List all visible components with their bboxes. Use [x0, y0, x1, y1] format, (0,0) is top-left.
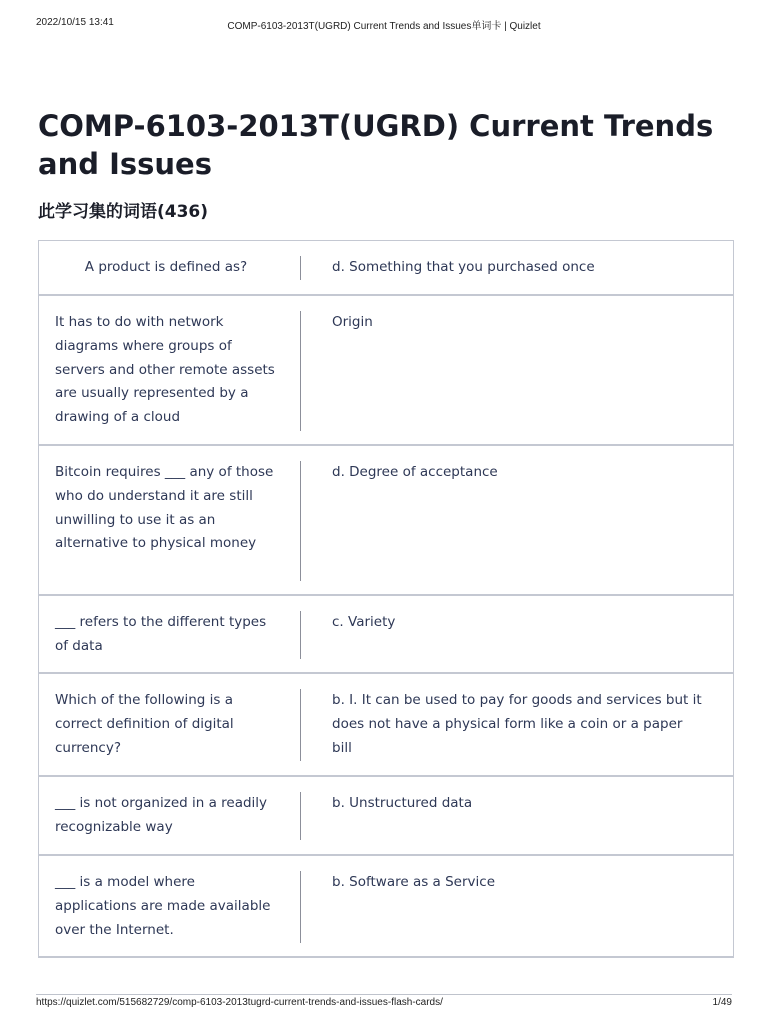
- page-indicator: 1/49: [712, 997, 732, 1008]
- column-divider: [300, 311, 301, 431]
- card-definition: d. Degree of acceptance: [332, 464, 498, 480]
- column-divider: [300, 689, 301, 761]
- card-definition: b. Software as a Service: [332, 874, 496, 890]
- card-row: [39, 296, 733, 446]
- card-definition: Origin: [332, 314, 373, 330]
- card-term: ___ is not organized in a readily recognizable way: [55, 795, 268, 835]
- page-title: COMP-6103-2013T(UGRD) Current Trends and Issues: [38, 109, 714, 181]
- column-divider: [300, 611, 301, 659]
- card-term: ___ refers to the different types of data: [55, 614, 267, 654]
- terms-table: [38, 240, 734, 958]
- column-divider: [300, 792, 301, 840]
- print-tab-title: COMP-6103-2013T(UGRD) Current Trends and Issues单词卡 | Quizlet: [227, 21, 541, 32]
- card-term: Bitcoin requires ___ any of those who do understand it are still unwilling to use it as an alternative to physical money: [55, 464, 274, 552]
- card-row: [39, 241, 733, 296]
- card-term: It has to do with network diagrams where groups of servers and other remote assets are usually represented by a drawing of a cloud: [55, 314, 275, 426]
- column-divider: [300, 256, 301, 280]
- page-url: https://quizlet.com/515682729/comp-6103-2013tugrd-current-trends-and-issues-flash-cards/: [36, 997, 443, 1008]
- print-datetime: 2022/10/15 13:41: [36, 17, 114, 28]
- card-term: Which of the following is a correct definition of digital currency?: [55, 692, 234, 756]
- card-row: [39, 856, 733, 958]
- card-row: [39, 777, 733, 856]
- card-definition: b. I. It can be used to pay for goods and services but it does not have a physical form like a coin or a paper bill: [332, 692, 702, 756]
- card-row: [39, 674, 733, 777]
- card-term: A product is defined as?: [84, 259, 248, 275]
- column-divider: [300, 461, 301, 581]
- card-row: [39, 446, 733, 596]
- card-definition: b. Unstructured data: [332, 795, 473, 811]
- column-divider: [300, 871, 301, 943]
- print-header: [36, 17, 732, 33]
- card-definition: d. Something that you purchased once: [332, 259, 595, 275]
- card-term: ___ is a model where applications are made available over the Internet.: [55, 874, 271, 938]
- terms-heading: 此学习集的词语(436): [38, 202, 209, 222]
- card-row: [39, 596, 733, 674]
- print-footer: [36, 994, 732, 1013]
- card-definition: c. Variety: [332, 614, 396, 630]
